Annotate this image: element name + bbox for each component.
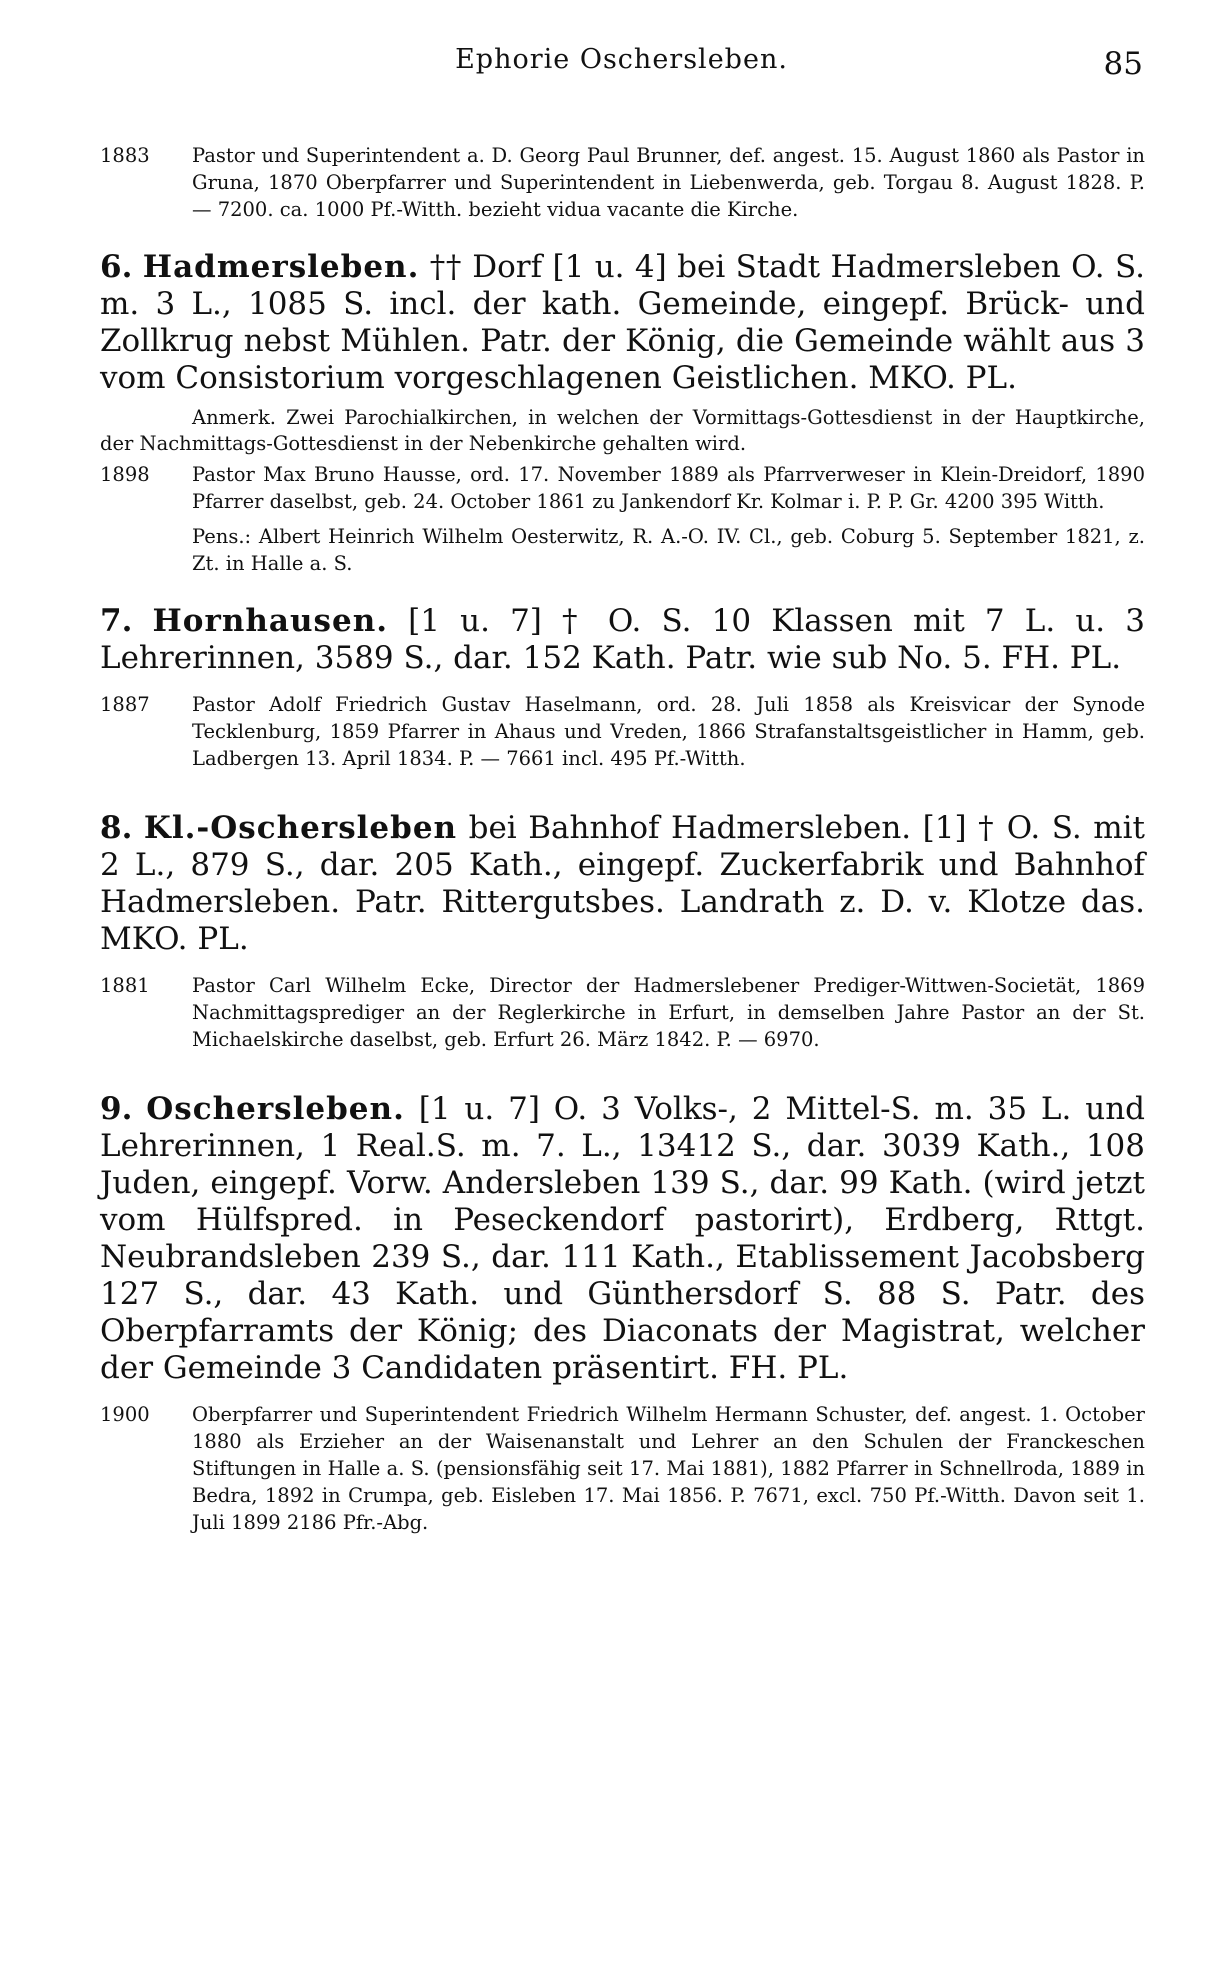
section-number: 8. <box>100 810 133 846</box>
entry-year: 1883 <box>100 144 150 167</box>
parish-name: Hadmersleben. <box>142 249 420 285</box>
entry-year: 1900 <box>100 1403 150 1426</box>
entry-text: Oberpfarrer und Superintendent Friedrich Wilhelm Hermann Schuster, def. angest. 1. October 1880 als Erzieher an der Waisenanstalt und Lehrer an den Schulen der Franckeschen Stiftungen in Halle a. S. (pensionsfähig seit 17. Mai 1881), 1882 Pfarrer in Schnellroda, 1889 in Bedra, 1892 in Crumpa, geb. Eisleben 17. Mai 1856. P. 7671, excl. 750 Pf.-Witth. Davon seit 1. Juli 1899 2186 Pfr.-Abg. <box>192 1403 1145 1534</box>
parish-description: bei Bahnhof Hadmersleben. [1] † O. S. mit 2 L., 879 S., dar. 205 Kath., eingepf. Zuckerfabrik und Bahnhof Hadmersleben. Patr. Rittergutsbes. Landrath z. D. v. Klotze das. MKO. PL. <box>100 810 1145 957</box>
parish-name: Oschersleben. <box>146 1091 405 1127</box>
entry-year: 1898 <box>100 463 150 486</box>
entry-text: Pastor Carl Wilhelm Ecke, Director der Hadmerslebener Prediger-Wittwen-Societät, 1869 Nachmittagsprediger an der Reglerkirche in Erfurt, in demselben Jahre Pastor an der St. Michaelskirche daselbst, geb. Erfurt 26. März 1842. P. — 6970. <box>192 974 1145 1051</box>
pastor-entry <box>100 691 1145 772</box>
section-number: 7. <box>100 603 133 639</box>
page-number: 85 <box>1103 46 1143 82</box>
parish-description: [1 u. 7] O. 3 Volks-, 2 Mittel-S. m. 35 L. und Lehrerinnen, 1 Real.S. m. 7. L., 13412 S., dar. 3039 Kath., 108 Juden, eingepf. Vorw. Andersleben 139 S., dar. 99 Kath. (wird jetzt vom Hülfspred. in Peseckendorf pastorirt), Erdberg, Rttgt. Neubrandsleben 239 S., dar. 111 Kath., Etablissement Jacobsberg 127 S., dar. 43 Kath. und Günthersdorf S. 88 S. Patr. des Oberpfarramts der König; des Diaconats der Magistrat, welcher der Gemeinde 3 Candidaten präsentirt. FH. PL. <box>100 1091 1145 1386</box>
entry-year: 1881 <box>100 974 150 997</box>
parish-section-oschersleben <box>100 1091 1145 1387</box>
parish-section-hornhausen <box>100 603 1145 677</box>
entry-year: 1887 <box>100 693 150 716</box>
entry-text: Pastor Max Bruno Hausse, ord. 17. November 1889 als Pfarrverweser in Klein-Dreidorf, 1890 Pfarrer daselbst, geb. 24. October 1861 zu Jankendorf Kr. Kolmar i. P. P. Gr. 4200 395 Witth. <box>192 463 1145 513</box>
page-body <box>100 142 1145 1536</box>
page-title: Ephorie Oschersleben. <box>455 44 788 75</box>
parish-name: Hornhausen. <box>152 603 389 639</box>
pastor-entry <box>100 142 1145 223</box>
parish-name: Kl.-Oschersleben <box>143 810 458 846</box>
page-header <box>100 44 1143 84</box>
pastor-entry <box>100 972 1145 1053</box>
pastor-entry <box>100 1401 1145 1536</box>
remark: Anmerk. Zwei Parochialkirchen, in welchen der Vormittags-Gottesdienst in der Hauptkirche, der Nachmittags-Gottesdienst in der Nebenkirche gehalten wird. <box>100 406 1145 455</box>
parish-section-hadmersleben <box>100 249 1145 397</box>
pastor-entry <box>100 461 1145 515</box>
parish-section-kl-oschersleben <box>100 810 1145 958</box>
pensioner-entry: Pens.: Albert Heinrich Wilhelm Oesterwitz, R. A.-O. IV. Cl., geb. Coburg 5. September 1821, z. Zt. in Halle a. S. <box>192 525 1145 575</box>
entry-text: Pastor und Superintendent a. D. Georg Paul Brunner, def. angest. 15. August 1860 als Pastor in Gruna, 1870 Oberpfarrer und Superintendent in Liebenwerda, geb. Torgau 8. August 1828. P. — 7200. ca. 1000 Pf.-Witth. bezieht vidua vacante die Kirche. <box>192 144 1145 221</box>
section-number: 6. <box>100 249 133 285</box>
parish-description: †† Dorf [1 u. 4] bei Stadt Hadmersleben O. S. m. 3 L., 1085 S. incl. der kath. Gemeinde, eingepf. Brück- und Zollkrug nebst Mühlen. Patr. der König, die Gemeinde wählt aus 3 vom Consistorium vorgeschlagenen Geistlichen. MKO. PL. <box>100 249 1145 396</box>
parish-description: [1 u. 7] † O. S. 10 Klassen mit 7 L. u. 3 Lehrerinnen, 3589 S., dar. 152 Kath. Patr. wie sub No. 5. FH. PL. <box>100 603 1146 676</box>
section-number: 9. <box>100 1091 133 1127</box>
entry-text: Pastor Adolf Friedrich Gustav Haselmann, ord. 28. Juli 1858 als Kreisvicar der Synode Tecklenburg, 1859 Pfarrer in Ahaus und Vreden, 1866 Strafanstaltsgeistlicher in Hamm, geb. Ladbergen 13. April 1834. P. — 7661 incl. 495 Pf.-Witth. <box>192 693 1145 770</box>
